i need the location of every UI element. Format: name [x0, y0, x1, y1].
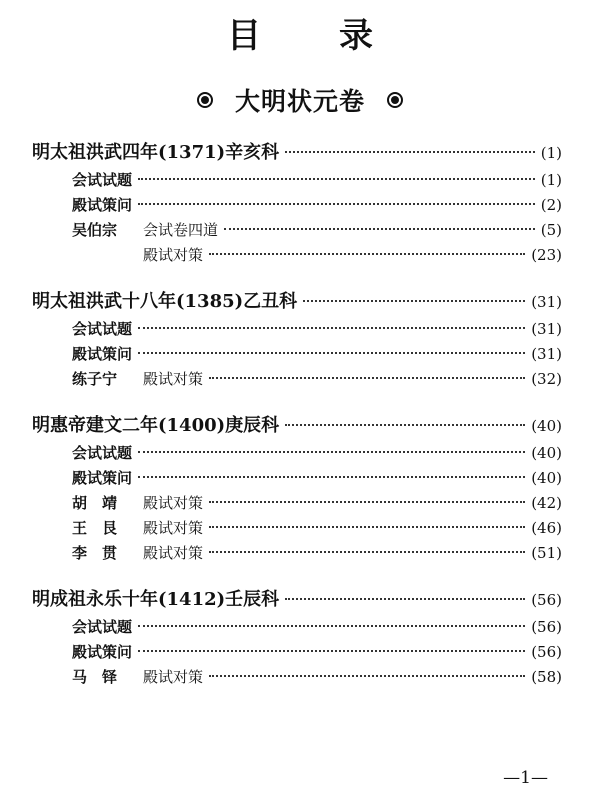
- page-number: (5): [540, 221, 562, 239]
- entry-author: 李 贯: [72, 544, 118, 562]
- dot-leader: [138, 451, 525, 453]
- section-heading-label: 明惠帝建文二年(1400)庚辰科: [32, 415, 280, 436]
- dot-leader: [138, 203, 535, 205]
- toc-entry: [0, 640, 600, 665]
- page-number: (46): [531, 519, 562, 537]
- entry-label: 殿试策问: [72, 469, 133, 487]
- toc-entry: [0, 615, 600, 640]
- entry-label: 殿试对策: [143, 544, 204, 562]
- volume-heading: [0, 82, 600, 118]
- section-heading-label: 明太祖洪武十八年(1385)乙丑科: [32, 291, 298, 312]
- dot-leader: [224, 228, 535, 230]
- toc-entry: [0, 441, 600, 466]
- dot-leader: [138, 178, 535, 180]
- entry-label: 会试试题: [72, 171, 133, 189]
- toc-section-heading: [0, 287, 600, 317]
- dot-leader: [209, 377, 525, 379]
- toc-entry: [0, 168, 600, 193]
- entry-label: 殿试对策: [143, 519, 204, 537]
- page-number-footer: —1—: [503, 768, 548, 788]
- toc-section: [0, 287, 600, 392]
- entry-label: 殿试策问: [72, 643, 133, 661]
- dot-leader: [209, 253, 525, 255]
- toc-entry: [0, 367, 600, 392]
- toc-section: [0, 138, 600, 268]
- bullet-icon: [197, 92, 213, 108]
- dot-leader: [209, 501, 525, 503]
- entry-label: 殿试对策: [143, 494, 204, 512]
- dot-leader: [285, 424, 525, 426]
- page-number: (31): [531, 345, 562, 363]
- toc-entry: [0, 491, 600, 516]
- entry-author: 练子宁: [72, 370, 118, 388]
- page-title: 目 录: [227, 16, 395, 56]
- toc-entry: [0, 342, 600, 367]
- toc-entry: [0, 243, 600, 268]
- dot-leader: [285, 151, 535, 153]
- table-of-contents: [0, 138, 600, 709]
- page-number: (56): [531, 618, 562, 636]
- page-number: (32): [531, 370, 562, 388]
- page-number: (51): [531, 544, 562, 562]
- dot-leader: [138, 625, 525, 627]
- dot-leader: [138, 327, 525, 329]
- dot-leader: [138, 476, 525, 478]
- page-number: (1): [540, 171, 562, 189]
- dot-leader: [209, 675, 525, 677]
- page-number: (56): [531, 591, 562, 609]
- page-number: (56): [531, 643, 562, 661]
- toc-entry: [0, 317, 600, 342]
- entry-author: 王 艮: [72, 519, 118, 537]
- entry-label: 会试试题: [72, 618, 133, 636]
- entry-label: 殿试对策: [143, 370, 204, 388]
- entry-label: 殿试策问: [72, 196, 133, 214]
- section-heading-label: 明太祖洪武四年(1371)辛亥科: [32, 142, 280, 163]
- dot-leader: [285, 598, 525, 600]
- toc-section-heading: [0, 138, 600, 168]
- dot-leader: [303, 300, 525, 302]
- page-number: (31): [531, 320, 562, 338]
- section-heading-label: 明成祖永乐十年(1412)壬辰科: [32, 589, 280, 610]
- toc-entry: [0, 665, 600, 690]
- toc-section: [0, 585, 600, 690]
- entry-label: 会试试题: [72, 320, 133, 338]
- page-number: (42): [531, 494, 562, 512]
- dot-leader: [209, 526, 525, 528]
- entry-author: 胡 靖: [72, 494, 118, 512]
- entry-label: 会试试题: [72, 444, 133, 462]
- page-number: (40): [531, 469, 562, 487]
- page-number: (40): [531, 417, 562, 435]
- volume-title: 大明状元卷: [234, 87, 365, 116]
- entry-label: 会试卷四道: [143, 221, 219, 239]
- dot-leader: [138, 650, 525, 652]
- page-number: (1): [540, 144, 562, 162]
- entry-author: 马 铎: [72, 668, 118, 686]
- page-number: (23): [531, 246, 562, 264]
- toc-section-heading: [0, 585, 600, 615]
- toc-entry: [0, 516, 600, 541]
- dot-leader: [209, 551, 525, 553]
- page-number: (40): [531, 444, 562, 462]
- toc-entry: [0, 218, 600, 243]
- page-number: (58): [531, 668, 562, 686]
- entry-label: 殿试策问: [72, 345, 133, 363]
- page-number: (2): [540, 196, 562, 214]
- toc-section: [0, 411, 600, 566]
- toc-entry: [0, 193, 600, 218]
- dot-leader: [138, 352, 525, 354]
- page-number: (31): [531, 293, 562, 311]
- toc-entry: [0, 541, 600, 566]
- toc-entry: [0, 466, 600, 491]
- entry-label: 殿试对策: [143, 246, 204, 264]
- entry-label: 殿试对策: [143, 668, 204, 686]
- toc-section-heading: [0, 411, 600, 441]
- bullet-icon: [387, 92, 403, 108]
- entry-author: 吴伯宗: [72, 221, 118, 239]
